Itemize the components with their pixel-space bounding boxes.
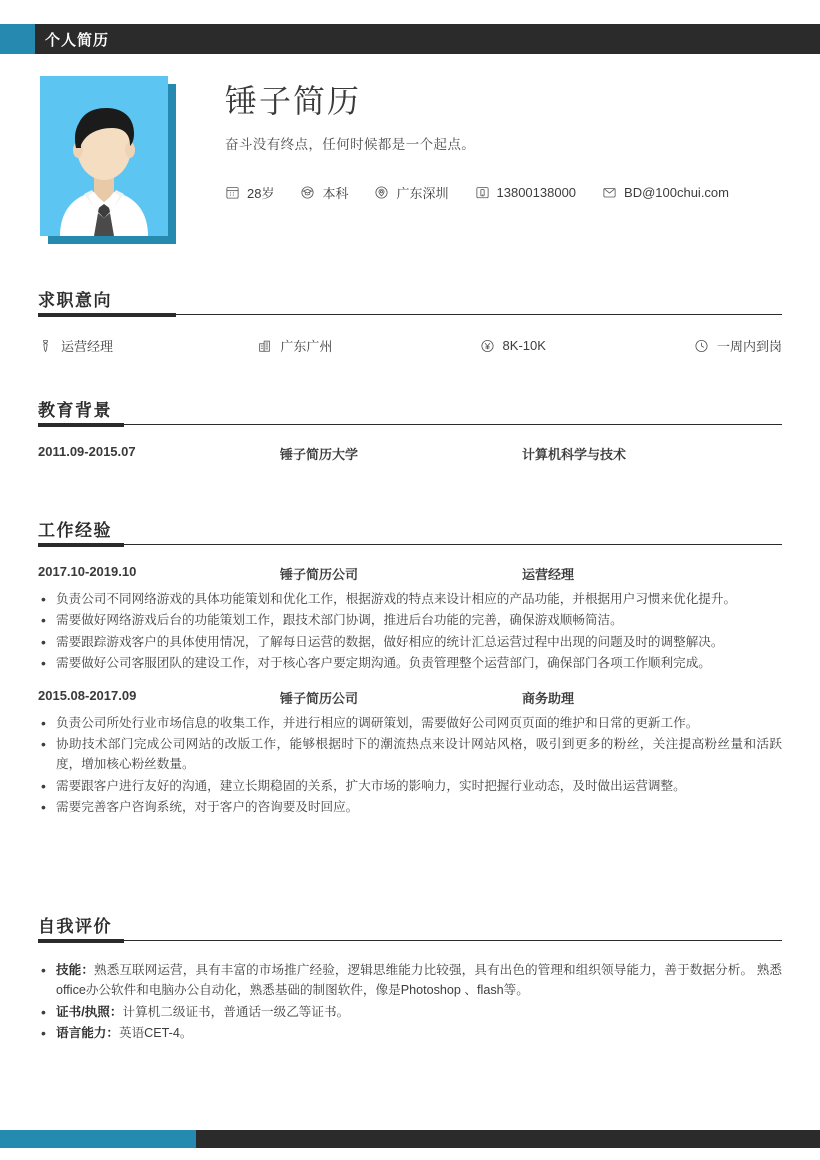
contact-phone-value: 13800138000 (496, 185, 577, 201)
work-company: 锤子简历公司 (280, 567, 359, 582)
job-intent-row (38, 336, 782, 355)
work-bullet: • 需要跟客户进行友好的沟通，建立长期稳固的关系，扩大市场的影响力，实时把握行业动态，及时做出运营调整。 (38, 776, 782, 796)
bottom-banner-accent (0, 1130, 196, 1148)
job-intent-salary-value: 8K-10K (502, 338, 546, 353)
contact-age (225, 183, 274, 202)
contact-education (300, 183, 348, 202)
job-intent-city-value: 广东广州 (280, 339, 333, 354)
work-period: 2017.10-2019.10 (38, 564, 137, 579)
top-banner-accent (0, 24, 35, 54)
job-intent-availability (694, 336, 782, 355)
work-position: 运营经理 (522, 567, 575, 582)
avatar-photo (40, 76, 168, 236)
envelope-icon (602, 185, 617, 200)
section-rule-thin (38, 424, 782, 425)
section-header-work (38, 516, 782, 550)
job-intent-position (38, 336, 257, 355)
self-evaluation-text: 计算机二级证书，普通话一级乙等证书。 (122, 1004, 350, 1019)
section-self-evaluation (38, 912, 782, 1045)
contact-row (225, 183, 780, 202)
building-icon (257, 338, 272, 354)
candidate-tagline: 奋斗没有终点，任何时候都是一个起点。 (225, 137, 476, 153)
self-evaluation-label: 证书/执照： (56, 1004, 123, 1019)
page-title: 个人简历 (45, 31, 110, 49)
education-school: 锤子简历大学 (280, 447, 359, 462)
phone-icon (475, 185, 490, 200)
contact-education-value: 本科 (322, 186, 349, 202)
graduation-cap-icon (300, 185, 315, 200)
contact-email (602, 185, 729, 200)
section-rule-thin (38, 544, 782, 545)
section-title-work: 工作经验 (38, 521, 112, 540)
section-rule-thick (38, 543, 124, 547)
profile-details (225, 76, 780, 202)
avatar-illustration (40, 76, 168, 236)
section-title-job-intent: 求职意向 (38, 291, 112, 310)
top-banner (0, 24, 820, 54)
self-evaluation-text: 熟悉互联网运营，具有丰富的市场推广经验，逻辑思维能力比较强，具有出色的管理和组织领导能力，善于数据分析。 熟悉office办公软件和电脑办公自动化，熟悉基础的制图软件，像是Photoshop 、flash等。 (56, 963, 783, 998)
work-bullet: • 需要跟踪游戏客户的具体使用情况，了解每日运营的数据，做好相应的统计汇总运营过程中出现的问题及时的调整解决。 (38, 632, 782, 652)
job-intent-position-value: 运营经理 (61, 339, 114, 354)
section-education (38, 396, 782, 463)
section-job-intent (38, 286, 782, 355)
self-evaluation-item (38, 1023, 782, 1043)
work-bullet: • 负责公司不同网络游戏的具体功能策划和优化工作，根据游戏的特点来设计相应的产品功能，并根据用户习惯来优化提升。 (38, 589, 782, 609)
clock-icon (694, 338, 709, 354)
contact-age-value: 28岁 (247, 186, 275, 202)
work-entry (38, 688, 782, 818)
bottom-banner (0, 1130, 820, 1148)
work-bullet: • 需要做好网络游戏后台的功能策划工作，跟技术部门协调，推进后台功能的完善，确保游戏顺畅简洁。 (38, 610, 782, 630)
top-banner-bar (35, 24, 820, 54)
contact-phone (475, 185, 577, 200)
job-intent-salary (480, 338, 694, 354)
section-title-self-evaluation: 自我评价 (38, 917, 112, 936)
work-entry-header (38, 564, 782, 583)
section-rule-thick (38, 939, 124, 943)
work-bullet: • 协助技术部门完成公司网站的改版工作，能够根据时下的潮流热点来设计网站风格，吸引到更多的粉丝，关注提高粉丝量和活跃度，增加核心粉丝数量。 (38, 734, 782, 775)
self-evaluation-list (38, 960, 782, 1044)
section-work (38, 516, 782, 819)
contact-email-value: BD@100chui.com (624, 185, 729, 201)
section-header-job-intent (38, 286, 782, 320)
education-period: 2011.09-2015.07 (38, 444, 136, 459)
work-bullet: • 负责公司所处行业市场信息的收集工作，并进行相应的调研策划，需要做好公司网页页面的维护和日常的更新工作。 (38, 713, 782, 733)
section-rule-thin (38, 940, 782, 941)
yen-icon (480, 338, 495, 354)
section-rule-thick (38, 423, 124, 427)
work-period: 2015.08-2017.09 (38, 687, 137, 703)
work-bullet: • 需要完善客户咨询系统，对于客户的咨询要及时回应。 (38, 797, 782, 817)
self-evaluation-label: 语言能力： (56, 1026, 119, 1041)
location-pin-icon (374, 185, 389, 200)
section-header-self-evaluation (38, 912, 782, 946)
education-entry (38, 444, 782, 463)
self-evaluation-text: 英语CET-4。 (118, 1026, 193, 1041)
work-bullets (38, 589, 782, 674)
education-major: 计算机科学与技术 (522, 447, 627, 462)
work-bullet: • 需要做好公司客服团队的建设工作，对于核心客户要定期沟通。负责管理整个运营部门，确保部门各项工作顺利完成。 (38, 653, 782, 673)
contact-location-value: 广东深圳 (396, 186, 449, 202)
candidate-name: 锤子简历 (225, 83, 362, 119)
section-rule-thick (38, 313, 176, 317)
job-intent-availability-value: 一周内到岗 (716, 339, 782, 354)
section-title-education: 教育背景 (38, 401, 112, 420)
education-entries (38, 444, 782, 463)
work-entry-header (38, 688, 782, 707)
profile-header (40, 76, 780, 236)
tie-icon (38, 338, 53, 354)
bottom-banner-bar (196, 1130, 820, 1148)
avatar (40, 76, 168, 236)
section-header-education (38, 396, 782, 430)
self-evaluation-item (38, 1002, 782, 1022)
contact-location (374, 183, 448, 202)
work-company: 锤子简历公司 (280, 690, 359, 706)
calendar-icon (225, 185, 240, 200)
job-intent-city (257, 336, 479, 355)
self-evaluation-item (38, 960, 782, 1001)
work-position: 商务助理 (522, 690, 575, 706)
work-entry (38, 564, 782, 674)
work-bullets (38, 713, 782, 818)
self-evaluation-label: 技能： (56, 963, 95, 977)
